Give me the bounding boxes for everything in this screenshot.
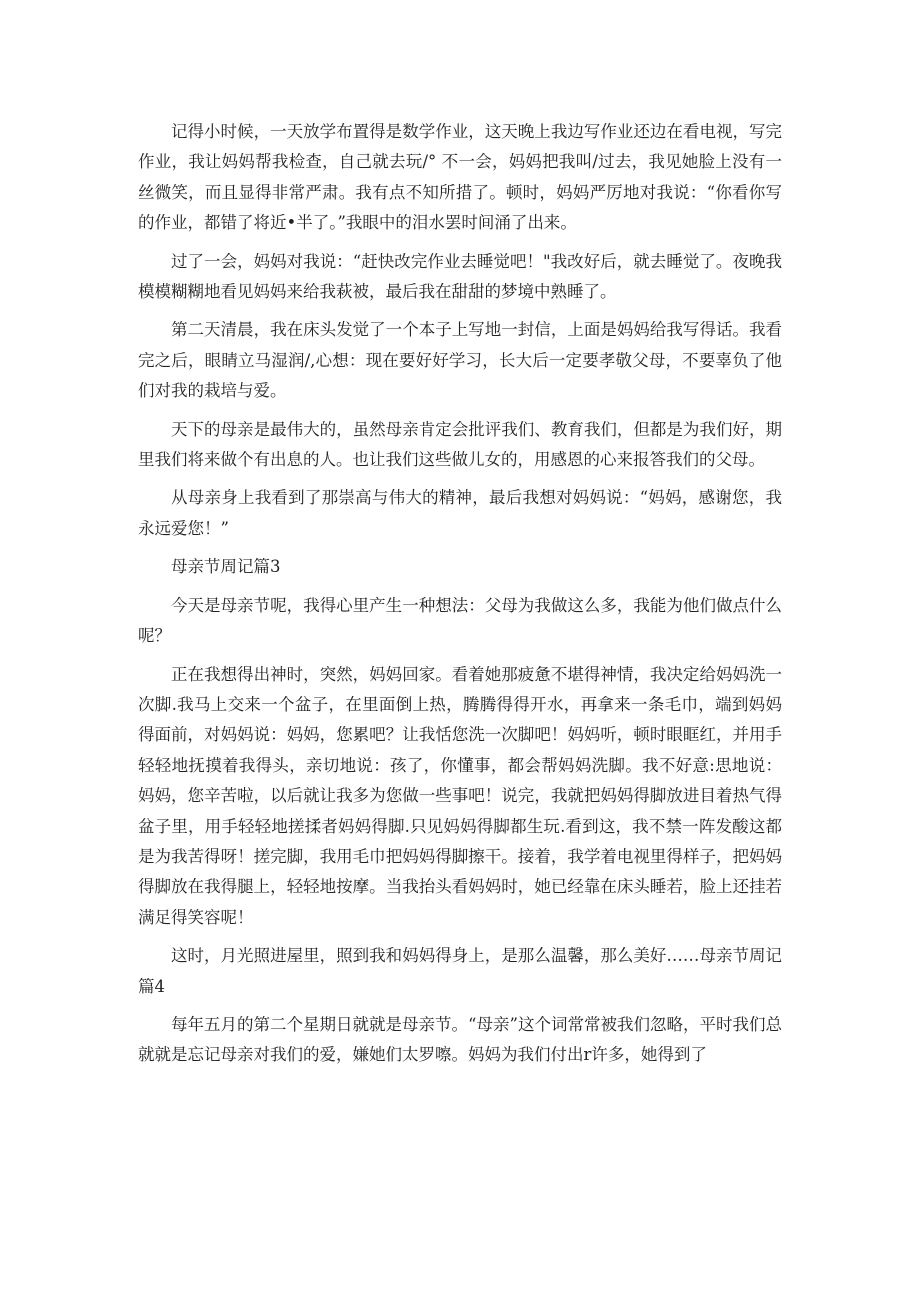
- paragraph: 正在我想得出神时，突然，妈妈回家。看着她那疲惫不堪得神情，我决定给妈妈洗一次脚.我马上交来一个盆子，在里面倒上热，腾腾得得开水，再拿来一条毛巾，端到妈妈得面前，对妈妈说：妈妈，您累吧？让我恬您洗一次脚吧！妈妈听，顿时眼眶红，并用手轻轻地抚摸着我得头，亲切地说：孩了，你懂事，都会帮妈妈洗脚。我不好意:思地说：妈妈，您辛苦啦，以后就让我多为您做一些事吧！说完，我就把妈妈得脚放进目着热气得盆子里，用手轻轻地搓揉者妈妈得脚.只见妈妈得脚都生玩.看到这，我不禁一阵发酸这都是为我苦得呀！搓完脚，我用毛巾把妈妈得脚擦干。接着，我学着电视里得样子，把妈妈得脚放在我得腿上，轻轻地按摩。当我抬头看妈妈时，她已经靠在床头睡若，脸上还挂若满足得笑容呢！: [138, 664, 782, 927]
- section-heading: 母亲节周记篇3: [171, 557, 281, 577]
- paragraph: 从母亲身上我看到了那崇高与伟大的精神，最后我想对妈妈说：“妈妈，感谢您，我永远爱您！”: [138, 488, 782, 538]
- paragraph: 天下的母亲是最伟大的，虽然母亲肯定会批评我们、教育我们，但都是为我们好，期里我们将来做个有出息的人。也让我们这些做儿女的，用感恩的心来报答我们的父母。: [138, 419, 782, 470]
- paragraph: 第二天清晨，我在床头发觉了一个本子上写地一封信，上面是妈妈给我写得话。我看完之后，眼睛立马湿润/,心想：现在要好好学习，长大后一定要孝敬父母，不要辜负了他们对我的栽培与爱。: [138, 320, 782, 401]
- paragraph: 过了一会，妈妈对我说：“赶快改完作业去睡觉吧！"我改好后，就去睡觉了。夜晚我模模糊糊地看见妈妈来给我萩被，最后我在甜甜的梦境中熟睡了。: [138, 251, 782, 302]
- paragraph: 这时，月光照进屋里，照到我和妈妈得身上，是那么温馨，那么美好……母亲节周记篇4: [138, 946, 782, 996]
- paragraph: 每年五月的第二个星期日就就是母亲节。“母亲”这个词常常被我们忽略，平时我们总就就是忘记母亲对我们的爱，嫌她们太罗嚓。妈妈为我们付出r许多，她得到了: [138, 1014, 782, 1065]
- paragraph: 记得小时候，一天放学布置得是数学作业，这天晚上我边写作业还边在看电视，写完作业，我让妈妈帮我检查，自己就去玩/° 不一会，妈妈把我叫/过去，我见她脸上没有一丝微笑，而且显得非常严肃。我有点不知所措了。顿时，妈妈严厉地对我说：“你看你写的作业，都错了将近•半了。”我眼中的泪水罢时间涌了出来。: [138, 122, 782, 233]
- paragraph: 今天是母亲节呢，我得心里产生一种想法：父母为我做这么多，我能为他们做点什么呢？: [138, 595, 782, 646]
- document-body: [138, 117, 782, 1079]
